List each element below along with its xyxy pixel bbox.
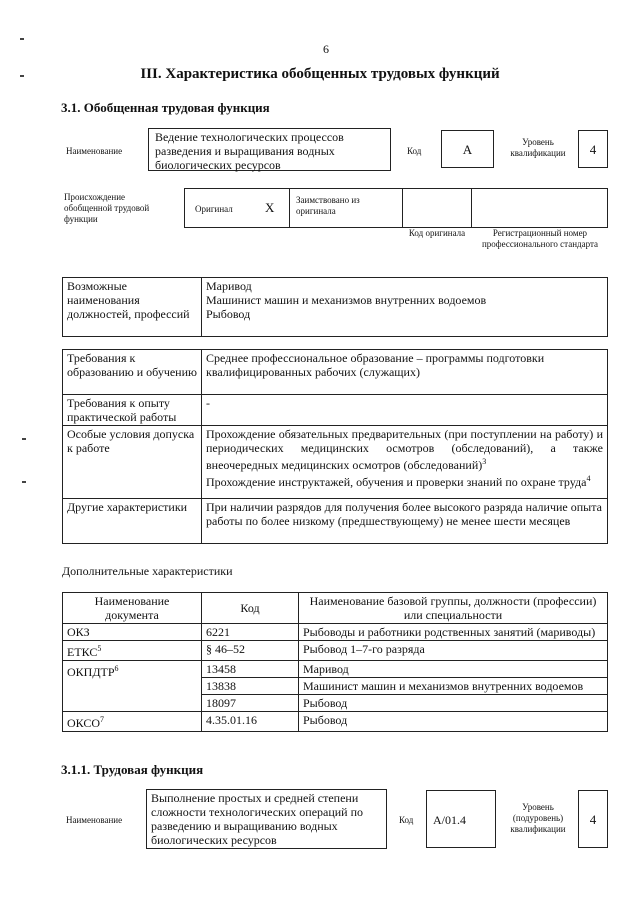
origin-code-cell (402, 188, 472, 228)
req-text: Прохождение обязательных предварительных (при поступлении на работу) и периодических медицинских осмотров (обследований), а также внеочередных медицинских осмотров (обследований) (206, 427, 603, 472)
footnote-ref: 3 (482, 457, 487, 466)
req-label: Требования к опыту практической работы (63, 395, 202, 426)
origin-original-mark: X (265, 200, 275, 215)
footnote-ref: 5 (97, 644, 102, 653)
name-cell: Машинист машин и механизмов внутренних водоемов (299, 678, 608, 695)
code-cell: 13458 (202, 661, 299, 678)
margin-mark (22, 481, 26, 483)
code-cell: § 46–52 (202, 641, 299, 661)
req-label: Другие характеристики (63, 499, 202, 544)
name-cell: Рыбовод (299, 695, 608, 712)
doc-cell: ОКЗ (63, 624, 202, 641)
origin-code-label: Код оригинала (408, 228, 466, 238)
footnote-ref: 7 (100, 715, 105, 724)
gtf-code-value: А (441, 130, 494, 168)
positions-label: Возможные наименования должностей, профессий (63, 278, 202, 337)
origin-borrowed-label: Заимствовано из оригинала (289, 188, 403, 228)
name-cell: Рыбоводы и работники родственных занятий (мариводы) (299, 624, 608, 641)
position-item: Маривод (206, 279, 252, 293)
tf-level-label: Уровень (подуровень) квалификации (510, 802, 566, 834)
origin-label: Происхождение обобщенной трудовой функции (64, 192, 150, 224)
additional-table (62, 592, 608, 732)
code-cell: 4.35.01.16 (202, 712, 299, 732)
origin-original-cell (184, 188, 290, 228)
page-number: 6 (323, 42, 329, 56)
subsection-title: 3.1. Обобщенная трудовая функция (61, 100, 270, 115)
name-cell: Рыбовод 1–7-го разряда (299, 641, 608, 661)
margin-mark (22, 438, 26, 440)
doc-name: ОКПДТР (67, 665, 115, 679)
doc-name: ОКСО (67, 716, 101, 730)
positions-values (202, 278, 608, 337)
doc-cell (63, 712, 202, 732)
req-label: Требования к образованию и обучению (63, 350, 202, 395)
gtf-code-label: Код (407, 146, 422, 156)
origin-reg-cell (471, 188, 608, 228)
gtf-name-value: Ведение технологических процессов разведения и выращивания водных биологических ресурсов (148, 128, 391, 171)
doc-cell (63, 641, 202, 661)
req-label: Особые условия допуска к работе (63, 426, 202, 499)
origin-reg-label: Регистрационный номер профессионального стандарта (481, 228, 599, 249)
tf-name-label: Наименование (66, 815, 123, 825)
position-item: Рыбовод (206, 307, 251, 321)
header-cell: Код (202, 593, 299, 624)
margin-mark (20, 38, 24, 40)
req-text: Прохождение инструктажей, обучения и проверки знаний по охране труда (206, 475, 587, 489)
code-cell: 13838 (202, 678, 299, 695)
tf-code-label: Код (399, 815, 414, 825)
gtf-level-value: 4 (578, 130, 608, 168)
position-item: Машинист машин и механизмов внутренних водоемов (206, 293, 487, 307)
tf-title: 3.1.1. Трудовая функция (61, 762, 204, 777)
header-cell: Наименование документа (63, 593, 202, 624)
gtf-name-label: Наименование (66, 146, 123, 156)
footnote-ref: 6 (114, 664, 119, 673)
footnote-ref: 4 (586, 474, 591, 483)
tf-name-value: Выполнение простых и средней степени сложности технологических операций по разведению и выращиванию водных биологических ресурсов (146, 789, 387, 849)
additional-title: Дополнительные характеристики (62, 564, 233, 578)
req-value: При наличии разрядов для получения более высокого разряда наличие опыта работы по более низкому (предшествующему) не менее шести месяцев (202, 499, 608, 544)
code-cell: 6221 (202, 624, 299, 641)
tf-level-value: 4 (578, 790, 608, 848)
doc-cell (63, 661, 202, 712)
code-cell: 18097 (202, 695, 299, 712)
origin-original-label: Оригинал (195, 204, 233, 214)
section-title: III. Характеристика обобщенных трудовых функций (140, 66, 500, 82)
name-cell: Маривод (299, 661, 608, 678)
req-value: Среднее профессиональное образование – программы подготовки квалифицированных рабочих (служащих) (202, 350, 608, 395)
name-cell: Рыбовод (299, 712, 608, 732)
doc-name: ЕТКС (67, 645, 98, 659)
req-value (202, 426, 608, 499)
requirements-table (62, 349, 608, 544)
tf-code-value: A/01.4 (426, 790, 496, 848)
positions-table (62, 277, 608, 337)
req-value: - (202, 395, 608, 426)
gtf-level-label: Уровень квалификации (510, 137, 566, 158)
header-cell: Наименование базовой группы, должности (профессии) или специальности (299, 593, 608, 624)
